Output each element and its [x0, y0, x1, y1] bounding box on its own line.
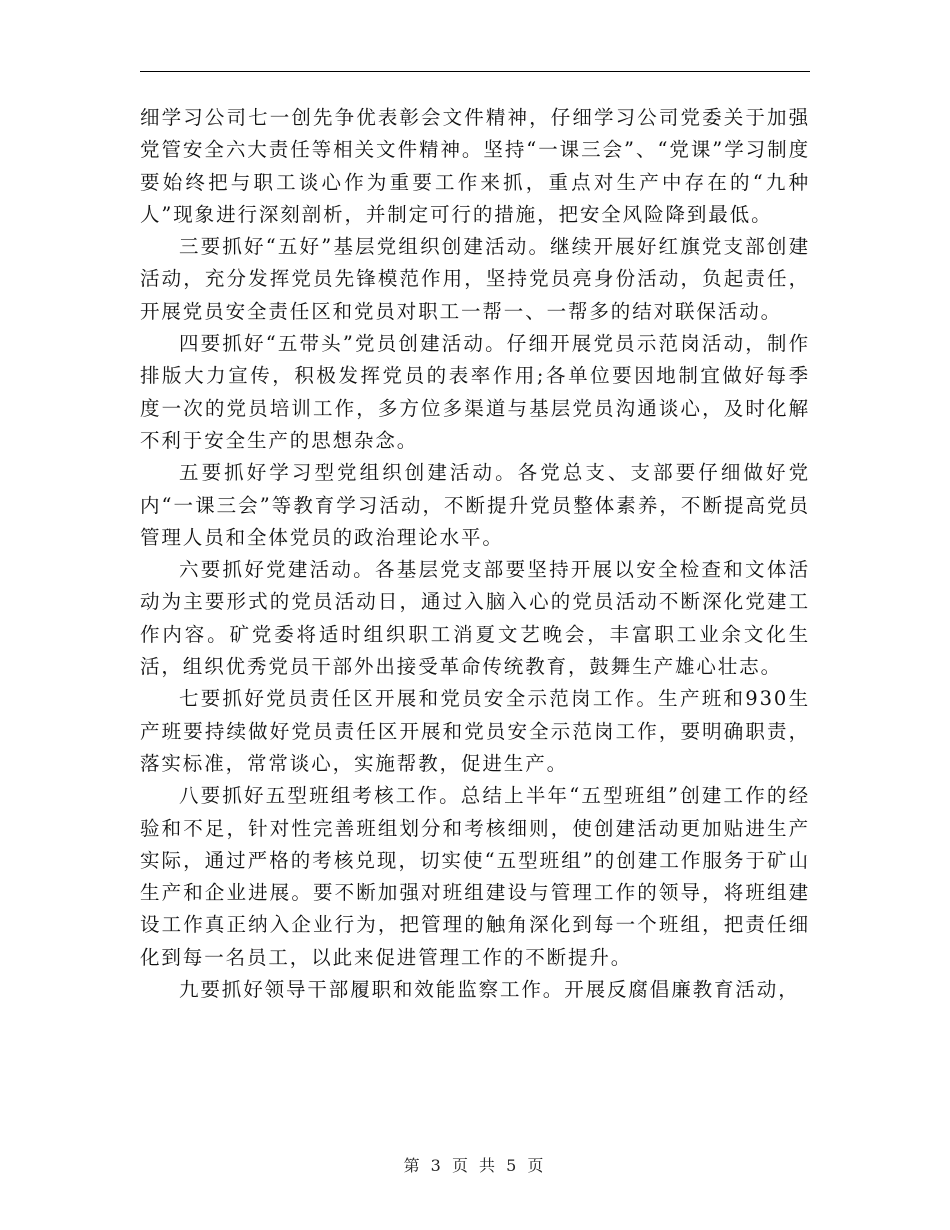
document-body [140, 102, 810, 1006]
header-rule [140, 71, 810, 72]
paragraph-7: 八要抓好五型班组考核工作。总结上半年“五型班组”创建工作的经验和不足，针对性完善班组划分和考核细则，使创建活动更加贴进生产实际，通过严格的考核兑现，切实使“五型班组”的创建工作服务于矿山生产和企业进展。要不断加强对班组建设与管理工作的领导，将班组建设工作真正纳入企业行为，把管理的触角深化到每一个班组，把责任细化到每一名员工，以此来促进管理工作的不断提升。 [140, 784, 810, 969]
paragraph-2: 三要抓好“五好”基层党组织创建活动。继续开展好红旗党支部创建活动，充分发挥党员先锋模范作用，坚持党员亮身份活动，负起责任，开展党员安全责任区和党员对职工一帮一、一帮多的结对联保活动。 [140, 235, 810, 323]
paragraph-1: 细学习公司七一创先争优表彰会文件精神，仔细学习公司党委关于加强党管安全六大责任等相关文件精神。坚持“一课三会”、“党课”学习制度要始终把与职工谈心作为重要工作来抓，重点对生产中存在的“九种人”现象进行深刻剖析，并制定可行的措施，把安全风险降到最低。 [140, 106, 810, 226]
paragraph-5: 六要抓好党建活动。各基层党支部要坚持开展以安全检查和文体活动为主要形式的党员活动日，通过入脑入心的党员活动不断深化党建工作内容。矿党委将适时组织职工消夏文艺晚会，丰富职工业余文化生活，组织优秀党员干部外出接受革命传统教育，鼓舞生产雄心壮志。 [140, 558, 810, 679]
paragraph-4: 五要抓好学习型党组织创建活动。各党总支、支部要仔细做好党内“一课三会”等教育学习活动，不断提升党员整体素养，不断提高党员管理人员和全体党员的政治理论水平。 [140, 461, 810, 549]
paragraph-8: 九要抓好领导干部履职和效能监察工作。开展反腐倡廉教育活动， [179, 978, 800, 1002]
page-number-footer: 第 3 页 共 5 页 [403, 1156, 547, 1175]
paragraph-3: 四要抓好“五带头”党员创建活动。仔细开展党员示范岗活动，制作排版大力宣传，积极发挥党员的表率作用;各单位要因地制宜做好每季度一次的党员培训工作，多方位多渠道与基层党员沟通谈心，及时化解不利于安全生产的思想杂念。 [140, 332, 810, 452]
paragraph-6: 七要抓好党员责任区开展和党员安全示范岗工作。生产班和930生产班要持续做好党员责任区开展和党员安全示范岗工作，要明确职责，落实标准，常常谈心，实施帮教，促进生产。 [140, 687, 810, 775]
